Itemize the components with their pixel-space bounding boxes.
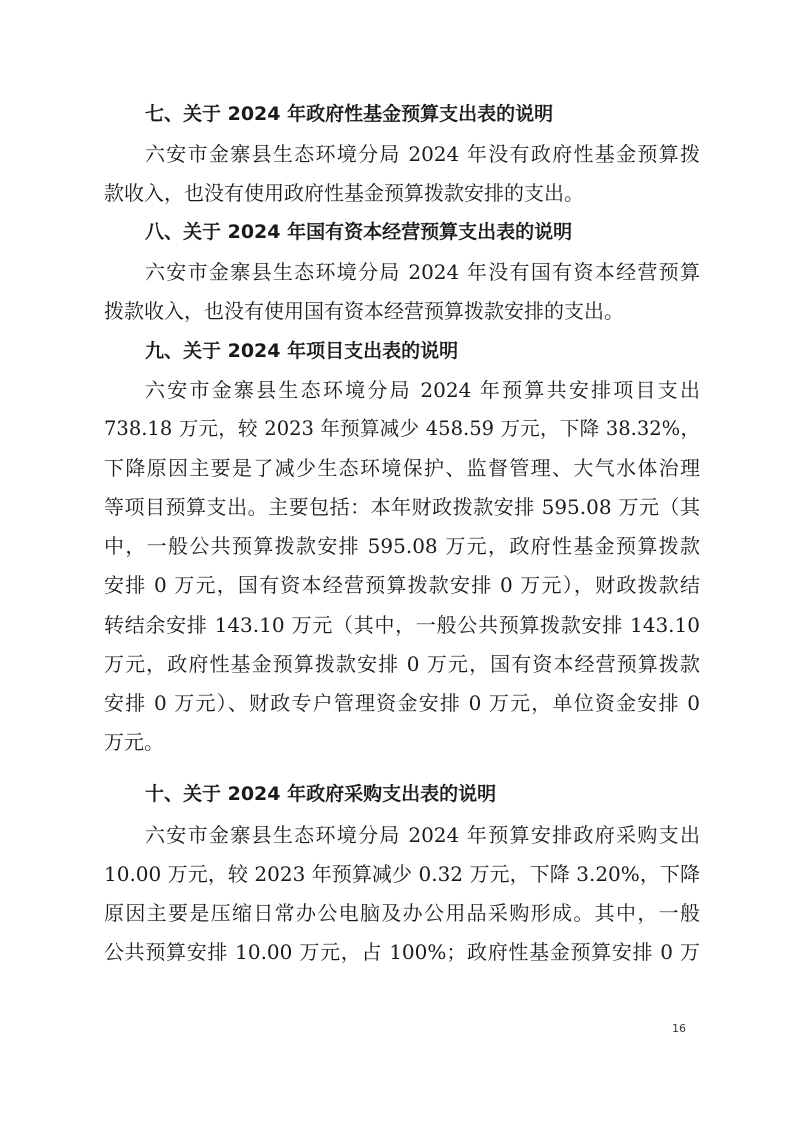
section-8-body-line-1: 六安市金寨县生态环境分局 2024 年没有国有资本经营预算 [145,260,700,284]
section-9-body-line-9: 安排 0 万元）、财政专户管理资金安排 0 万元，单位资金安排 0 [104,691,700,715]
section-9-body-line-10: 万元。 [104,730,164,754]
section-9-body-line-7: 转结余安排 143.10 万元（其中，一般公共预算拨款安排 143.10 [104,613,700,637]
section-7-body-line-2: 款收入，也没有使用政府性基金预算拨款安排的支出。 [104,181,584,205]
section-9-body-line-2: 738.18 万元，较 2023 年预算减少 458.59 万元，下降 38.32%， [104,417,700,440]
section-9-heading: 九、关于 2024 年项目支出表的说明 [145,340,459,362]
section-7-body-line-1: 六安市金寨县生态环境分局 2024 年没有政府性基金预算拨 [145,142,700,166]
section-9-body-line-1: 六安市金寨县生态环境分局 2024 年预算共安排项目支出 [145,378,700,402]
section-10-body-line-1: 六安市金寨县生态环境分局 2024 年预算安排政府采购支出 [145,823,700,847]
section-9-body-line-4: 等项目预算支出。主要包括：本年财政拨款安排 595.08 万元（其 [104,495,700,519]
section-10-body-line-4: 公共预算安排 10.00 万元，占 100%；政府性基金预算安排 0 万 [104,940,700,964]
section-9-body-line-8: 万元，政府性基金预算拨款安排 0 万元，国有资本经营预算拨款 [104,652,700,676]
section-7-heading: 七、关于 2024 年政府性基金预算支出表的说明 [145,103,554,125]
page-number: 16 [672,1022,686,1035]
section-9-body-line-6: 安排 0 万元，国有资本经营预算拨款安排 0 万元），财政拨款结 [104,573,700,597]
section-10-body-line-3: 原因主要是压缩日常办公电脑及办公用品采购形成。其中，一般 [104,901,700,925]
section-10-body-line-2: 10.00 万元，较 2023 年预算减少 0.32 万元，下降 3.20%，下降 [104,862,700,886]
section-9-body-line-5: 中，一般公共预算拨款安排 595.08 万元，政府性基金预算拨款 [104,534,700,558]
section-8-body-line-2: 拨款收入，也没有使用国有资本经营预算拨款安排的支出。 [104,299,624,323]
section-9-body-line-3: 下降原因主要是了减少生态环境保护、监督管理、大气水体治理 [104,456,700,480]
section-8-heading: 八、关于 2024 年国有资本经营预算支出表的说明 [145,221,573,243]
section-10-heading: 十、关于 2024 年政府采购支出表的说明 [145,783,497,805]
